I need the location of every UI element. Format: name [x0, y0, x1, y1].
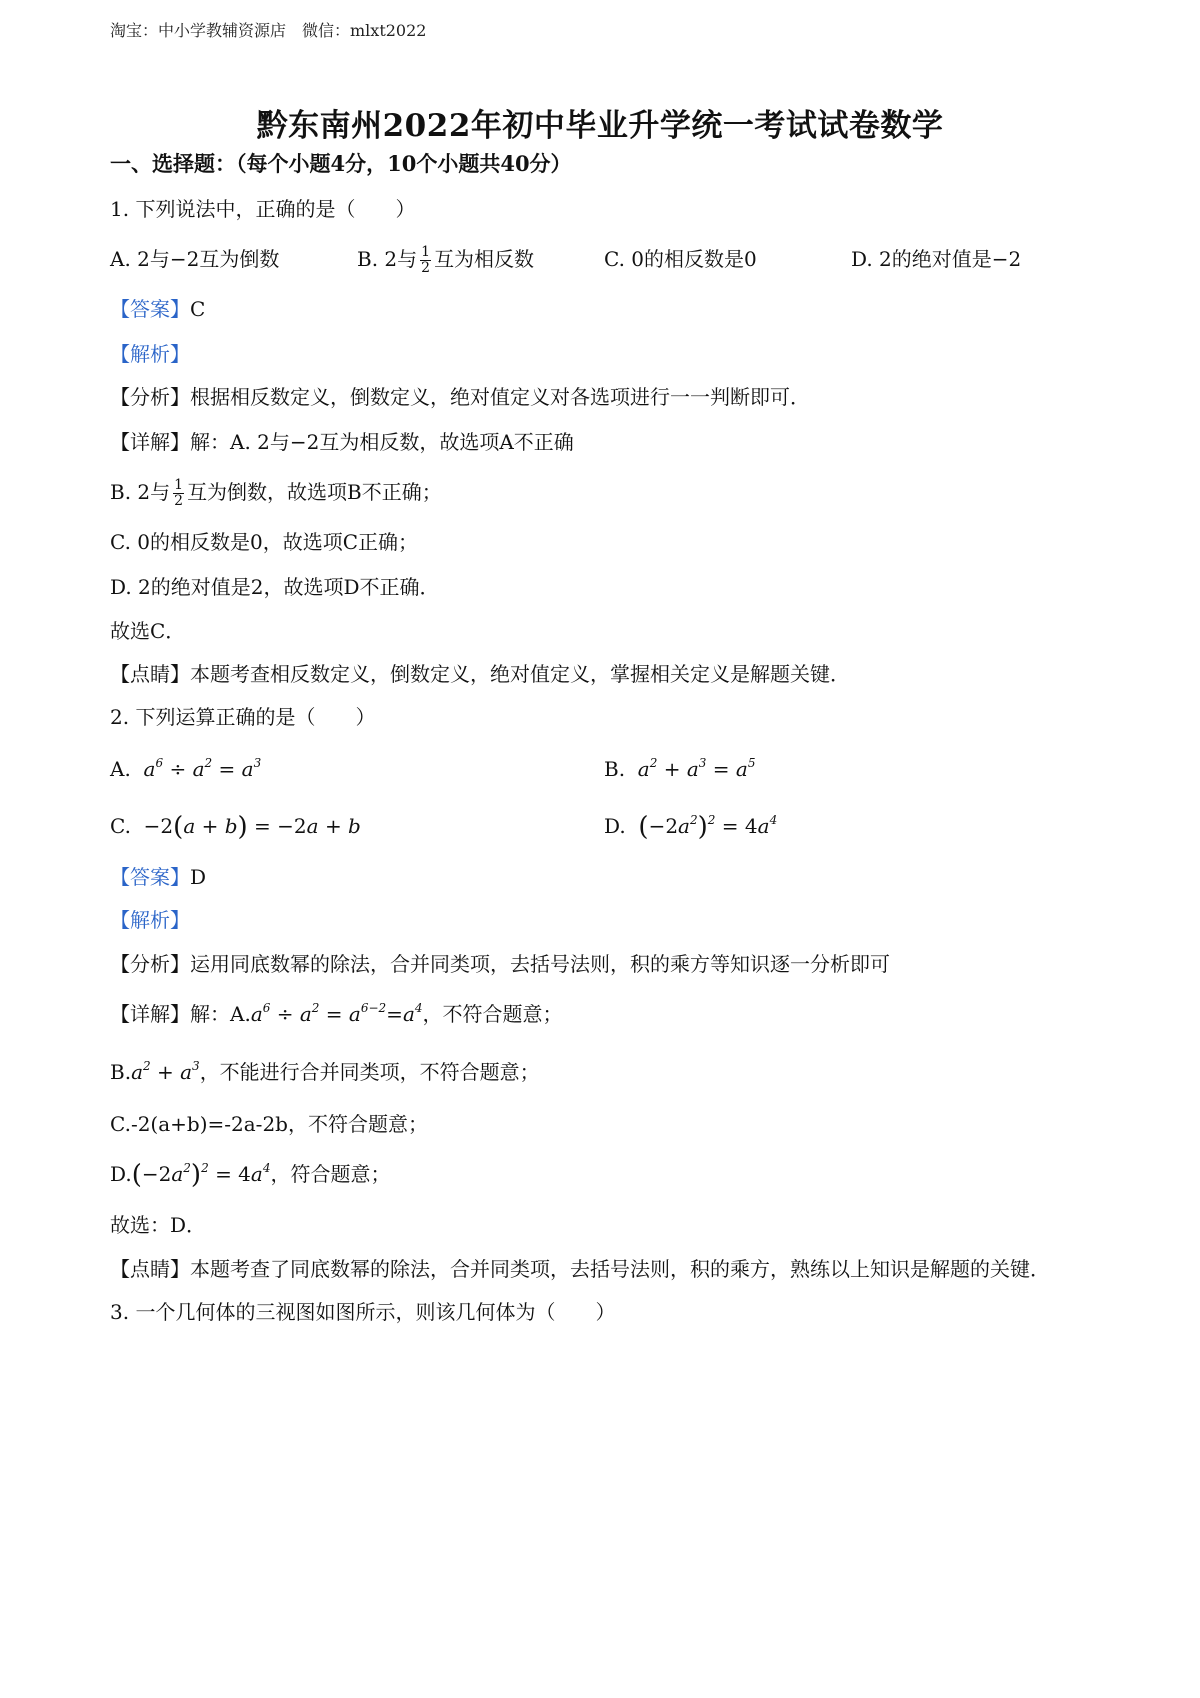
q1-detail-d: D. 2的绝对值是2，故选项D不正确． [110, 575, 440, 599]
q2-option-a-label: A. [110, 757, 131, 781]
q1-comment: 【点睛】本题考查相反数定义，倒数定义，绝对值定义，掌握相关定义是解题关键． [110, 662, 850, 686]
q2-detail-a-post: ，不符合题意； [422, 1002, 563, 1026]
q2-option-d-label: D. [604, 814, 626, 838]
q2-options-row2 [110, 812, 1098, 841]
q1-option-b-post: 互为相反数 [434, 247, 535, 271]
q1-option-b [357, 245, 604, 276]
q2-detail-d-pre: D. [110, 1162, 132, 1186]
q2-detail-b-formula: $a^2 + a^3$ [131, 1059, 200, 1084]
q2-detail-b-post: ，不能进行合并同类项，不符合题意； [199, 1060, 540, 1084]
q2-detail-c: C.-2(a+b)=-2a-2b，不符合题意； [110, 1112, 428, 1136]
q1-jiexi-tag: 【解析】 [110, 342, 190, 366]
q2-detail-d-formula: $(-2a^2)^2 = 4a^4$ [131, 1160, 271, 1190]
q2-choose: 故选：D． [110, 1213, 207, 1237]
q1-option-b-pre: B. 2与 [357, 247, 418, 271]
q3-stem: 3. 一个几何体的三视图如图所示，则该几何体为（ ） [110, 1300, 616, 1324]
q2-detail-b [110, 1058, 540, 1086]
fraction-numerator: 1 [421, 244, 431, 260]
q2-detail-pre: 【详解】解：A. [110, 1002, 251, 1026]
q2-option-b [604, 755, 1098, 783]
q2-detail-a-formula: $a^6 \div a^2 = a^{6-2}=a^4$ [250, 1001, 423, 1026]
q2-option-a [110, 755, 604, 783]
q2-jiexi-tag: 【解析】 [110, 908, 190, 932]
answer-value: C [190, 297, 206, 321]
q2-option-d-formula: $(-2a^2)^2 = 4a^4$ [638, 812, 778, 842]
q1-detail: 【详解】解：A. 2与−2互为相反数，故选项A不正确 [110, 430, 574, 454]
section-heading: 一、选择题：（每个小题4分，10个小题共40分） [110, 151, 572, 176]
q2-answer [110, 863, 206, 891]
q1-choose: 故选C． [110, 619, 186, 643]
q2-comment: 【点睛】本题考查了同底数幂的除法，合并同类项，去括号法则，积的乘方，熟练以上知识是解题的关键． [110, 1257, 1050, 1281]
q2-option-a-formula: $a^6 \div a^2 = a^3$ [143, 756, 262, 781]
q2-detail-b-pre: B. [110, 1060, 132, 1084]
q2-options-row1 [110, 755, 1098, 783]
q2-stem: 2. 下列运算正确的是（ ） [110, 705, 376, 729]
q2-option-b-label: B. [604, 757, 626, 781]
q1-analysis: 【分析】根据相反数定义，倒数定义，绝对值定义对各选项进行一一判断即可． [110, 385, 810, 409]
q2-detail-d-post: ，符合题意； [270, 1162, 391, 1186]
q1-stem: 1. 下列说法中，正确的是（ ） [110, 197, 416, 221]
q1-options [110, 245, 1098, 276]
fraction-half [420, 245, 431, 276]
fraction-half [173, 478, 184, 509]
answer-tag: 【答案】 [110, 865, 190, 889]
q2-detail-a [110, 1000, 563, 1028]
q2-option-c [110, 812, 604, 841]
page-title: 黔东南州2022年初中毕业升学统一考试试卷数学 [256, 108, 944, 144]
q2-option-b-formula: $a^2 + a^3 = a^5$ [637, 756, 756, 781]
fraction-denominator: 2 [174, 493, 184, 509]
q1-option-a: A. 2与−2互为倒数 [110, 247, 280, 271]
q2-analysis: 【分析】运用同底数幂的除法，合并同类项，去括号法则，积的乘方等知识逐一分析即可 [110, 952, 890, 976]
q1-option-d: D. 2的绝对值是−2 [851, 247, 1022, 271]
q1-detail-b-post: 互为倒数，故选项B不正确； [187, 480, 442, 504]
q1-answer [110, 295, 205, 323]
q2-option-d [604, 812, 1098, 841]
q2-option-c-label: C. [110, 814, 131, 838]
answer-tag: 【答案】 [110, 297, 190, 321]
answer-value: D [190, 865, 207, 889]
q2-option-c-formula: −2(a + b) = −2a + b [143, 812, 361, 842]
q1-detail-b-pre: B. 2与 [110, 480, 171, 504]
q1-detail-c: C. 0的相反数是0，故选项C正确； [110, 530, 419, 554]
fraction-denominator: 2 [421, 260, 431, 276]
q1-detail-b [110, 478, 442, 509]
q2-detail-d [110, 1160, 390, 1189]
q1-option-c: C. 0的相反数是0 [604, 247, 757, 271]
page-header: 淘宝：中小学教辅资源店 微信：mlxt2022 [110, 21, 427, 40]
fraction-numerator: 1 [174, 477, 184, 493]
